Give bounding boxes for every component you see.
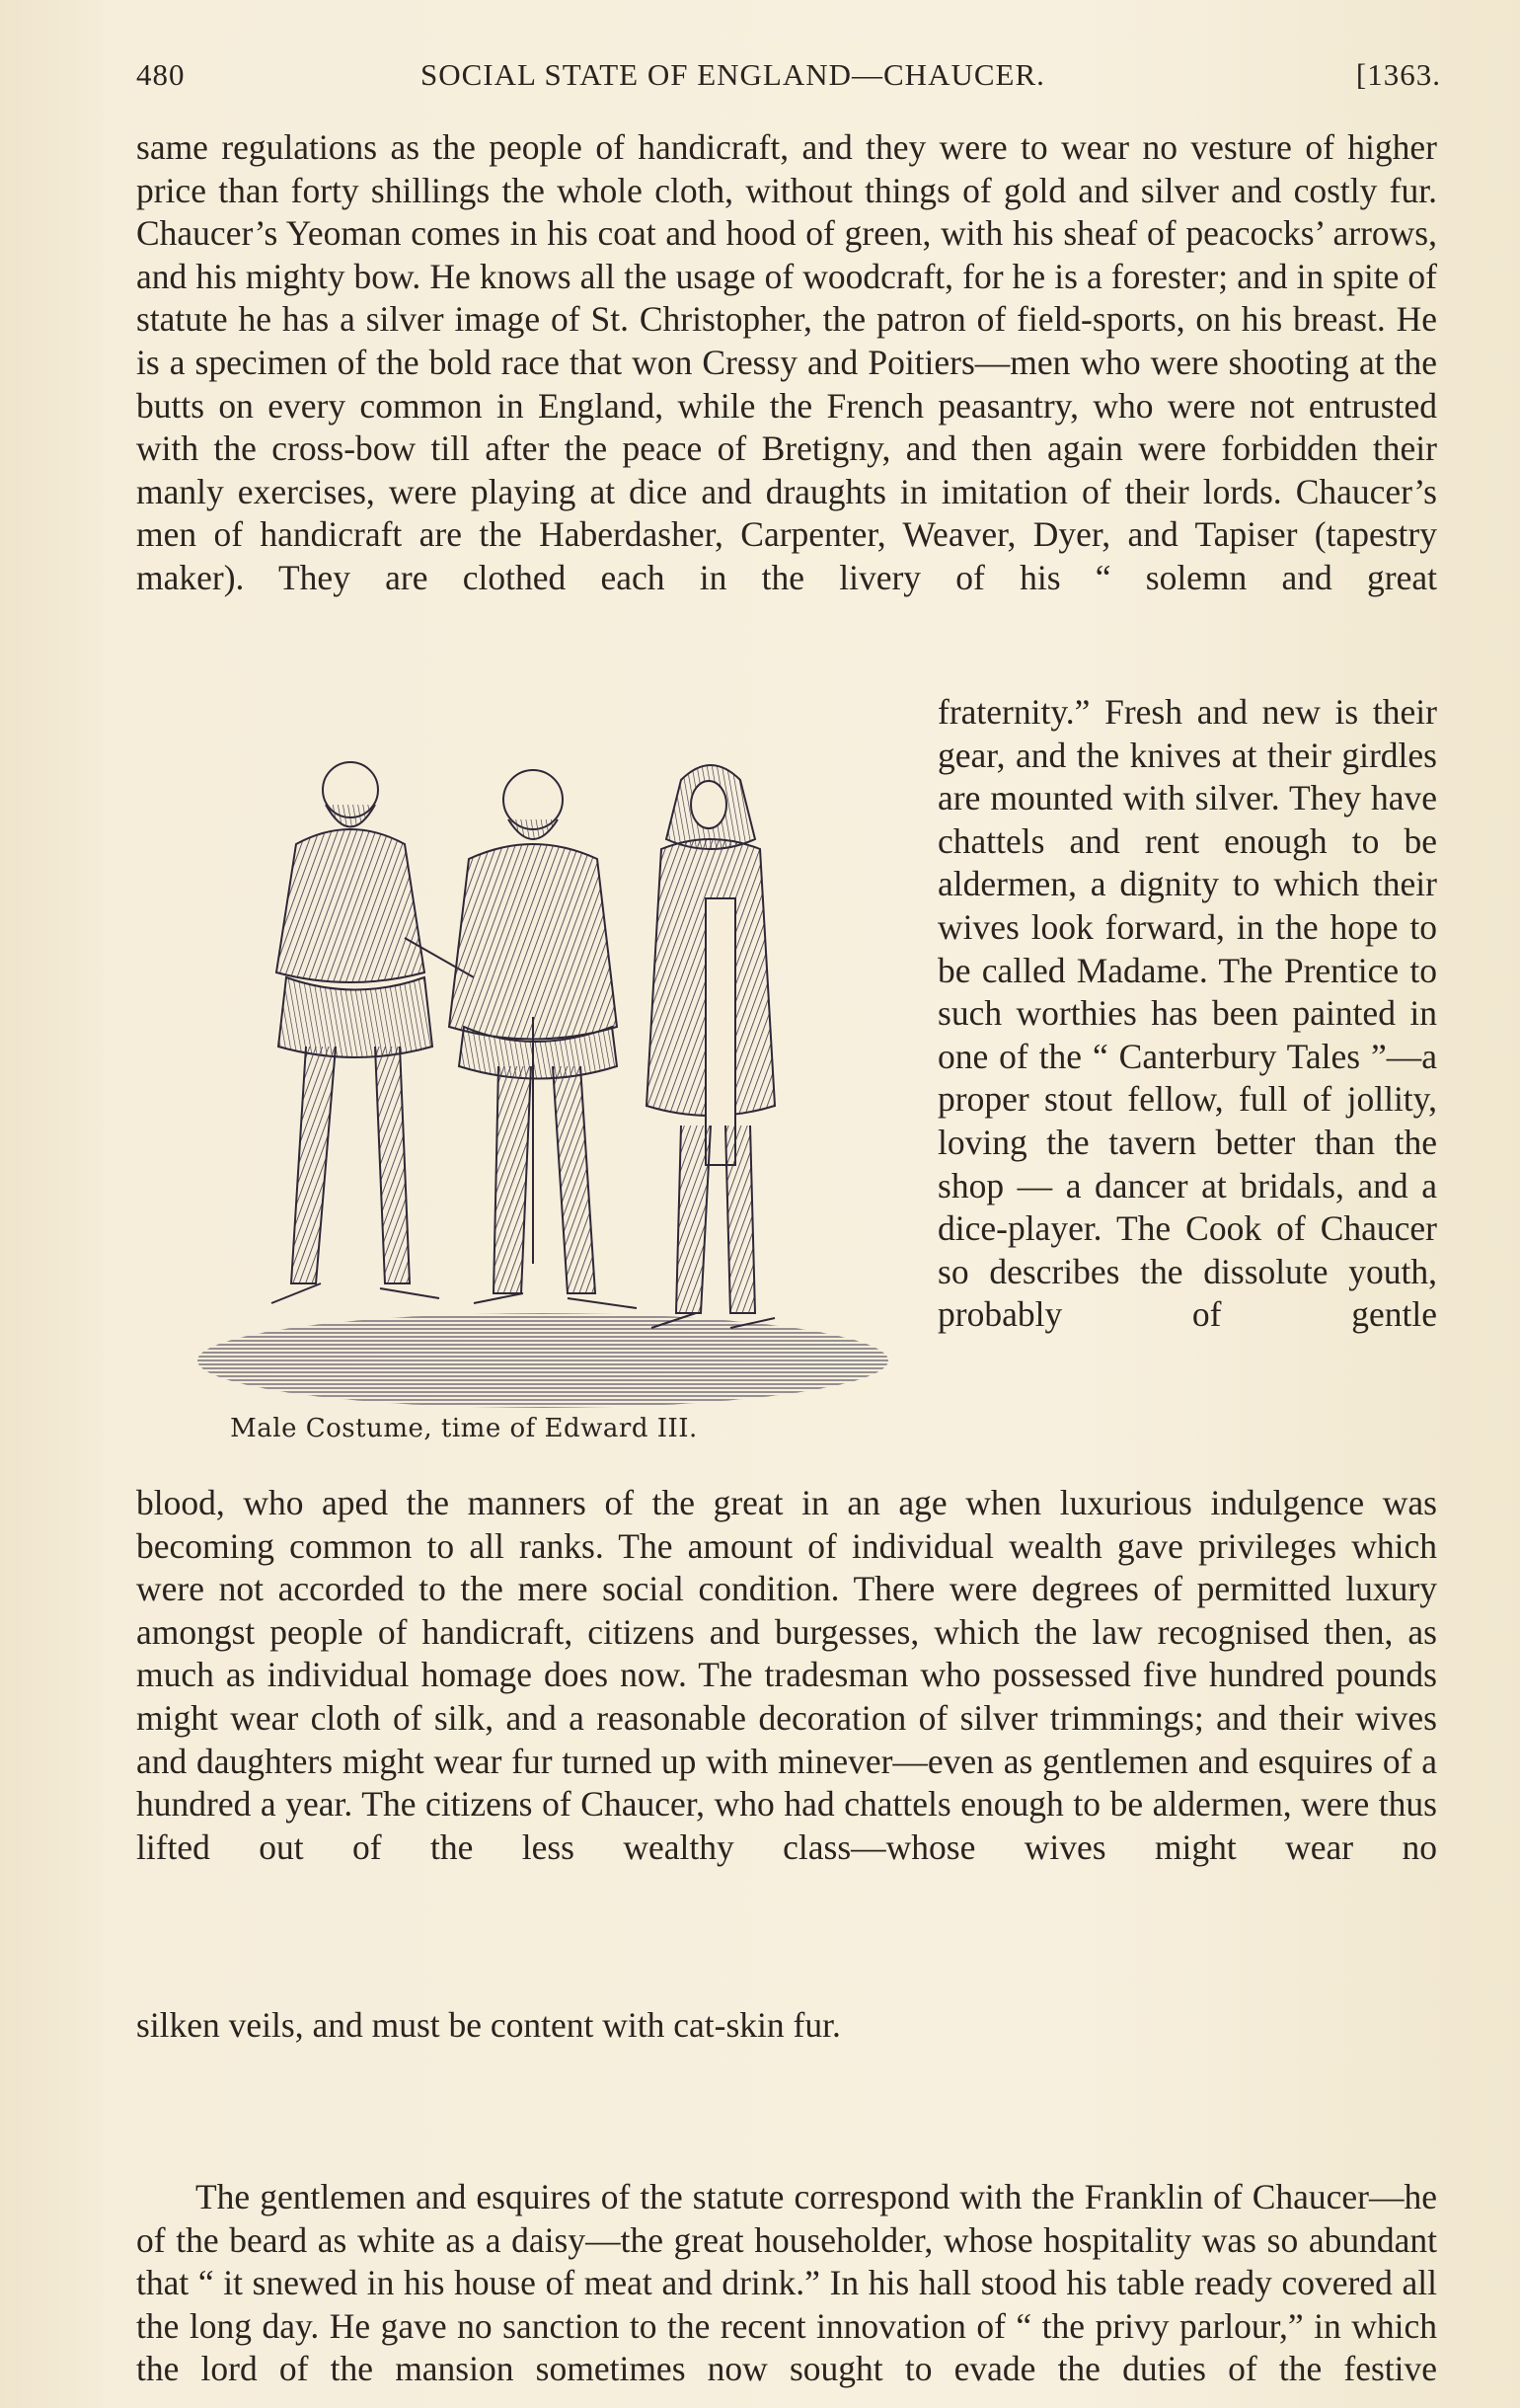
figure-right-man (646, 765, 775, 1328)
paragraph-franklin: The gentlemen and esquires of the statute correspond with the Franklin of Chaucer—he of the beard as white as a daisy—the great householder, whose hospitality was so abundant that “ it snewed in his house of meat and drink.” In his hall stood his table ready covered all the long day. He gave no sanction to the recent innovation of “ the privy parlour,” in which the lord of the mansion sometimes now sought to evade the duties of the festive (136, 2177, 1437, 2389)
figure-caption: Male Costume, time of Edward III. (230, 1414, 698, 1443)
running-header (136, 57, 1441, 107)
page-number: 480 (136, 57, 186, 92)
running-title: SOCIAL STATE OF ENGLAND—CHAUCER. (420, 57, 1045, 92)
paragraph-yeoman: same regulations as the people of handicraft, and they were to wear no vesture of higher price than forty shillings the whole cloth, without things of gold and silver and costly fur. Chaucer’s Yeoman comes in his coat and hood of green, with his sheaf of peacocks’ arrows, and his mighty bow. He knows all the usage of woodcraft, for he is a forester; and in spite of statute he has a silver image of St. Christopher, the patron of field-sports, on his breast. He is a specimen of the bold race that won Cressy and Poitiers—men who were shooting at the butts on every common in England, while the French peasantry, who were not entrusted with the cross-bow till after the peace of Bretigny, and then again were forbidden their manly exercises, were playing at dice and draughts in imitation of their lords. Chaucer’s men of handicraft are the Haberdasher, Carpenter, Weaver, Dyer, and Tapiser (tapestry maker). They are clothed each in the livery of his “ solemn and great (136, 127, 1437, 597)
figure-center-man (449, 770, 637, 1308)
figure-left-man (271, 762, 474, 1303)
engraving-male-costume (178, 750, 908, 1412)
year-marker: [1363. (1355, 57, 1441, 92)
paragraph-wealth: blood, who aped the manners of the great in an age when luxurious indulgence was becoming common to all ranks. The amount of individual wealth gave privileges which were not accorded to the mere social condition. There were degrees of permitted luxury amongst people of handicraft, citizens and burgesses, which the law recognised then, as much as individual homage does now. The tradesman who possessed five hundred pounds might wear cloth of silk, and a reasonable decoration of silver trimmings; and their wives and daughters might wear fur turned up with minever—even as gentlemen and esquires of a hundred a year. The citizens of Chaucer, who had chattels enough to be aldermen, were thus lifted out of the less wealthy class—whose wives might wear no (136, 1483, 1437, 1867)
paragraph-prentice: fraternity.” Fresh and new is their gear, and the knives at their girdles are mounted with silver. They have chattels and rent enough to be aldermen, a dignity to which their wives look forward, in the hope to be called Madame. The Prentice to such worthies has been painted in one of the “ Canterbury Tales ”—a proper stout fellow, full of jollity, loving the tavern better than the shop — a dancer at bridals, and a dice-player. The Cook of Chaucer so describes the dissolute youth, probably of gentle (938, 692, 1437, 1335)
paragraph-wealth-end: silken veils, and must be content with cat-skin fur. (136, 2005, 841, 2045)
